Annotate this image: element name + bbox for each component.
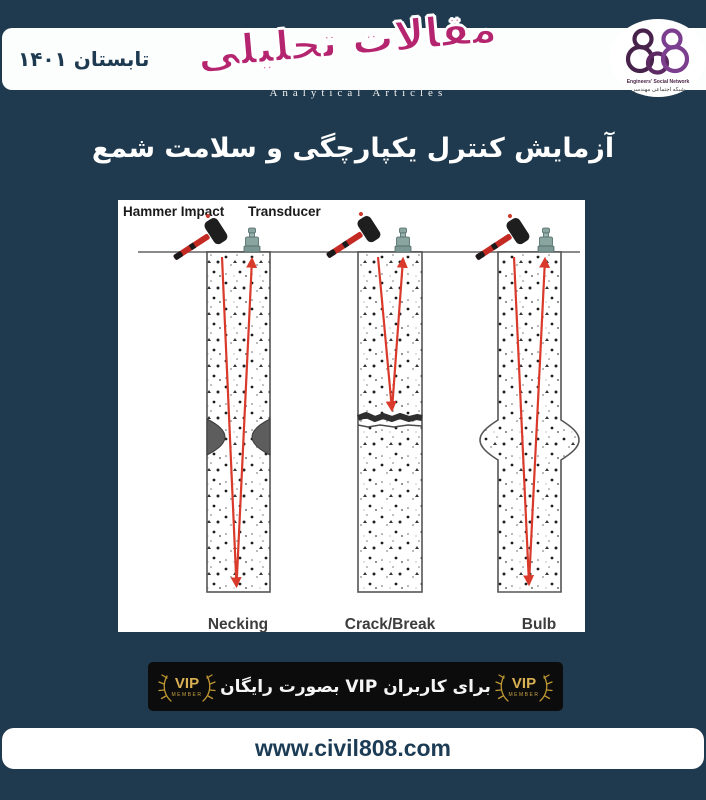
pile-caption-crack: Crack/Break	[344, 616, 436, 632]
pile-bulb	[480, 252, 579, 592]
civil808-logo	[610, 19, 706, 97]
vip-member-badge	[492, 667, 556, 710]
pile-caption-bulb: Bulb	[521, 616, 557, 632]
transducer-icon	[395, 228, 411, 252]
crack-band	[358, 415, 422, 419]
vip-member-badge	[155, 667, 219, 710]
magazine-logo-calligraphy: مقالات تحلیلی	[195, 3, 499, 78]
pile-caption-necking: Necking	[207, 616, 269, 632]
transducer-icon	[244, 228, 260, 252]
transducer-icon	[538, 228, 554, 252]
vip-badge-title: VIP	[174, 675, 200, 692]
hammer-impact-label: Hammer Impact	[123, 204, 225, 219]
civil808-808-icon	[610, 19, 706, 97]
vip-badge-subtitle: MEMBER	[171, 692, 203, 698]
civil808-caption-en: Engineers' Social Network	[626, 79, 690, 85]
pile-crack	[358, 252, 422, 592]
issue-date-label: تابستان ۱۴۰۱	[18, 47, 150, 71]
civil808-caption-fa: شبکه اجتماعی مهندسی	[631, 87, 685, 93]
pile-integrity-diagram	[118, 200, 585, 632]
vip-banner-text: برای کاربران VIP بصورت رایگان	[220, 676, 491, 697]
page-title: آزمایش کنترل یکپارچگی و سلامت شمع	[91, 133, 615, 164]
website-url: www.civil808.com	[254, 735, 452, 761]
vip-banner	[148, 662, 563, 711]
magazine-logo-subtitle: Analytical Articles	[269, 87, 448, 99]
vip-badge-subtitle: MEMBER	[508, 692, 540, 698]
website-bar	[2, 728, 704, 769]
transducer-label: Transducer	[248, 204, 321, 219]
vip-badge-title: VIP	[511, 675, 537, 692]
